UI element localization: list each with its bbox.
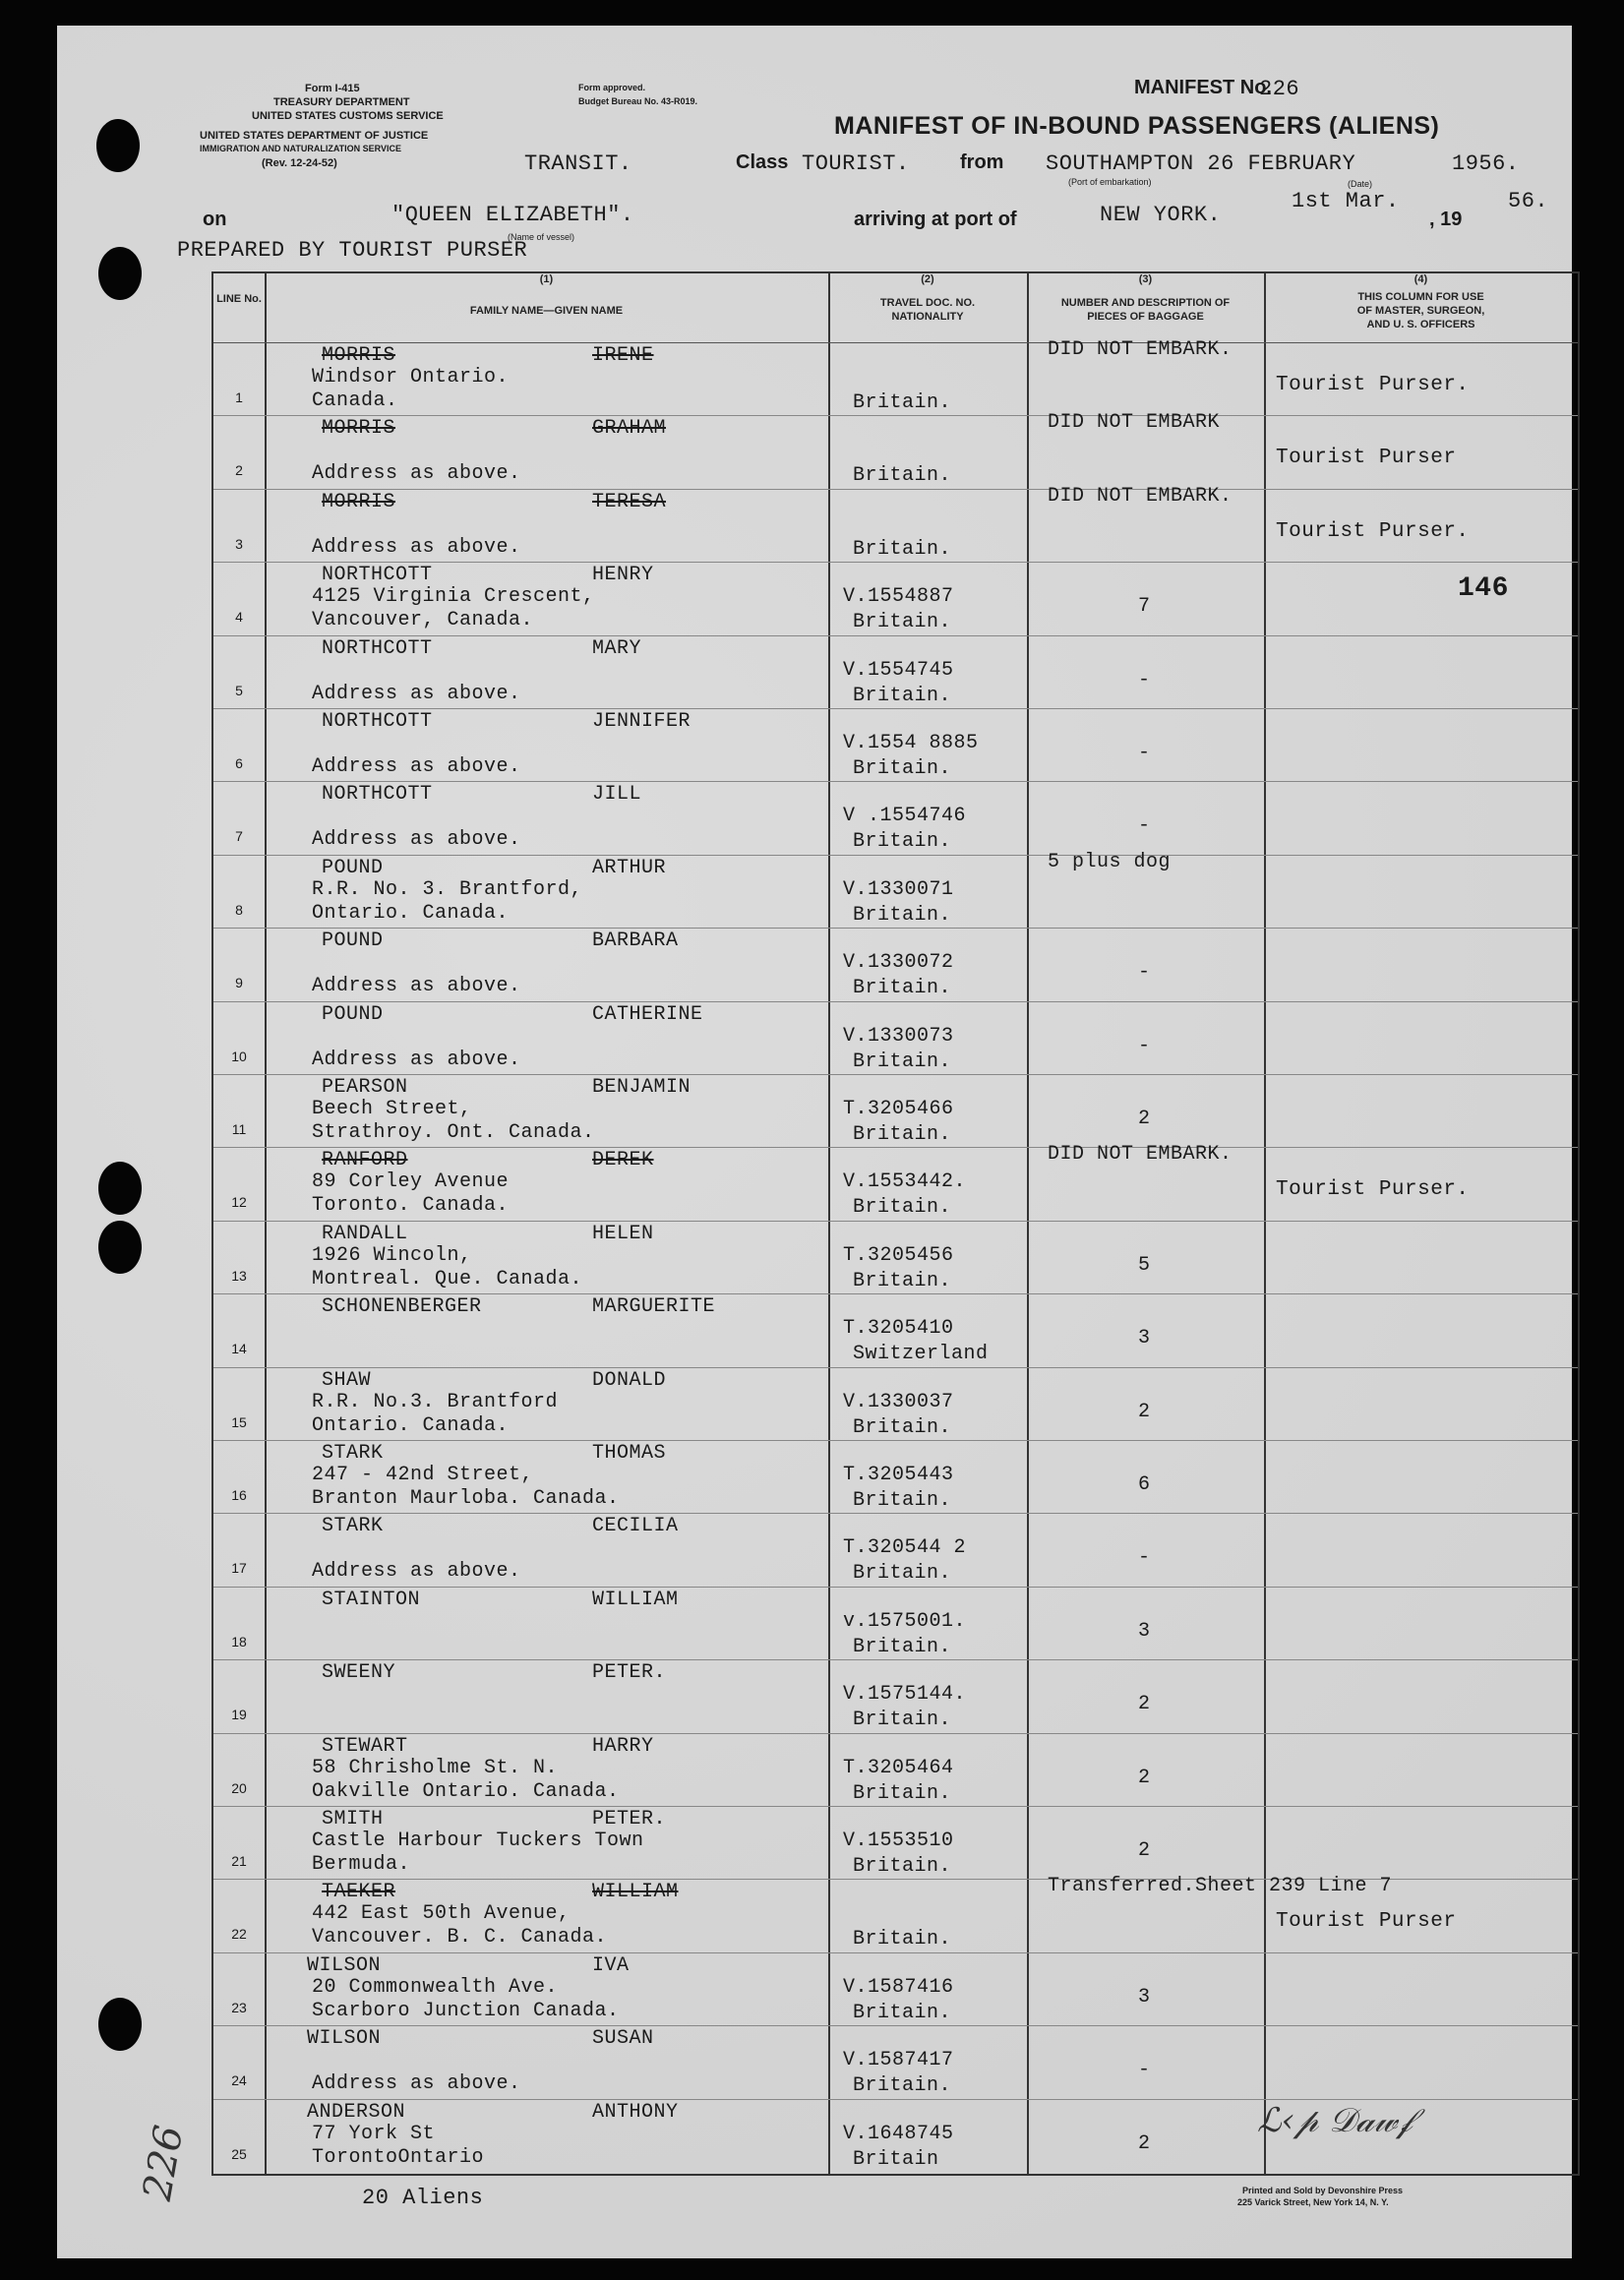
form-number: Form I-415 [305, 83, 360, 94]
travel-doc-no: V.1648745 [843, 2122, 954, 2145]
family-name: NORTHCOTT [322, 783, 433, 807]
family-name: STEWART [322, 1734, 408, 1758]
address-line-2: Canada. [312, 390, 398, 412]
manifest-page [57, 26, 1572, 2258]
nationality: Britain. [853, 2001, 952, 2024]
vessel-note: (Name of vessel) [508, 232, 575, 242]
address-line-2: Address as above. [312, 828, 521, 852]
travel-doc-no: T.3205443 [843, 1464, 954, 1486]
line-number: 4 [235, 609, 243, 626]
travel-doc-no: T.3205464 [843, 1756, 954, 1779]
nationality: Britain. [853, 1415, 952, 1439]
line-number: 19 [231, 1707, 247, 1723]
nationality: Britain. [853, 1855, 952, 1878]
line-number: 8 [235, 901, 243, 918]
baggage: 2 [1138, 1693, 1151, 1716]
baggage: - [1138, 742, 1151, 764]
col-travel-doc: TRAVEL DOC. NO. [879, 297, 976, 309]
nationality: Britain. [853, 1562, 952, 1586]
ins-service: IMMIGRATION AND NATURALIZATION SERVICE [200, 144, 401, 153]
baggage: 3 [1138, 1327, 1151, 1350]
address-line-1: Castle Harbour Tuckers Town [312, 1830, 644, 1852]
nationality: Britain. [853, 391, 952, 414]
line-number: 10 [231, 1048, 247, 1064]
officer-note: Tourist Purser. [1276, 519, 1470, 543]
treasury-dept: TREASURY DEPARTMENT [273, 96, 410, 108]
baggage: DID NOT EMBARK. [1048, 484, 1233, 508]
row-divider [213, 781, 1578, 782]
family-name: POUND [322, 856, 384, 879]
printer-line2: 225 Varick Street, New York 14, N. Y. [1237, 2197, 1389, 2207]
given-name: PETER. [592, 1808, 667, 1830]
given-name: JENNIFER [592, 710, 692, 733]
row-divider [213, 489, 1578, 490]
travel-doc-no: V.1330071 [843, 877, 954, 901]
given-name: GRAHAM [592, 417, 667, 441]
family-name: RANDALL [322, 1222, 408, 1245]
nationality: Britain. [853, 903, 952, 927]
address-line-2: Address as above. [312, 682, 521, 705]
given-name: WILLIAM [592, 1588, 679, 1611]
travel-doc-no: V.1587417 [843, 2049, 954, 2072]
given-name: CECILIA [592, 1515, 679, 1538]
officer-note: 146 [1458, 573, 1509, 605]
row-divider [213, 1221, 1578, 1222]
revision: (Rev. 12-24-52) [262, 157, 337, 169]
travel-doc-no: V.1553510 [843, 1830, 954, 1852]
address-line-1: 442 East 50th Avenue, [312, 1902, 571, 1926]
from-year: 1956. [1452, 151, 1520, 176]
line-number: 5 [235, 682, 243, 698]
address-line-2: Toronto. Canada. [312, 1194, 510, 1218]
given-name: HENRY [592, 564, 654, 587]
nationality: Britain [853, 2147, 939, 2171]
address-line-1: 20 Commonwealth Ave. [312, 1975, 559, 1999]
row-divider [213, 708, 1578, 709]
family-name: STARK [322, 1515, 384, 1538]
travel-doc-no: V.1554887 [843, 585, 954, 609]
col1-num: (1) [539, 273, 554, 285]
address-line-1: 58 Chrisholme St. N. [312, 1756, 559, 1779]
date-note: (Date) [1348, 179, 1373, 189]
address-line-2: Address as above. [312, 462, 521, 486]
baggage: 2 [1138, 1766, 1151, 1789]
family-name: SWEENY [322, 1661, 396, 1685]
manifest-title: MANIFEST OF IN-BOUND PASSENGERS (ALIENS) [834, 112, 1440, 140]
travel-doc-no: T.3205410 [843, 1317, 954, 1341]
line-number: 20 [231, 1779, 247, 1796]
col-family-name: FAMILY NAME—GIVEN NAME [469, 305, 624, 317]
officer-note: Tourist Purser [1276, 447, 1457, 470]
travel-doc-no: V.1330037 [843, 1390, 954, 1413]
given-name: SUSAN [592, 2027, 654, 2051]
baggage: - [1138, 1546, 1151, 1570]
address-line-1: 1926 Wincoln, [312, 1243, 472, 1267]
baggage: DID NOT EMBARK. [1048, 338, 1233, 361]
line-number: 16 [231, 1487, 247, 1503]
line-number: 13 [231, 1267, 247, 1284]
row-divider [213, 1440, 1578, 1441]
row-divider [213, 2025, 1578, 2026]
nationality: Britain. [853, 684, 952, 707]
baggage: DID NOT EMBARK [1048, 411, 1221, 435]
prepared-by: PREPARED BY TOURIST PURSER [177, 238, 528, 263]
row-divider [213, 2099, 1578, 2100]
nationality: Switzerland [853, 1343, 989, 1366]
col4-num: (4) [1413, 273, 1428, 285]
baggage: 7 [1138, 595, 1151, 619]
family-name: MORRIS [322, 490, 396, 513]
baggage: 3 [1138, 1619, 1151, 1643]
from-value: SOUTHAMPTON 26 FEBRUARY [1046, 151, 1356, 176]
family-name: POUND [322, 930, 384, 953]
family-name: STARK [322, 1442, 384, 1465]
line-number: 24 [231, 2072, 247, 2089]
family-name: SMITH [322, 1808, 384, 1830]
punch-hole [98, 1221, 142, 1274]
nationality: Britain. [853, 1709, 952, 1732]
given-name: MARGUERITE [592, 1295, 716, 1319]
officer-note: Tourist Purser [1276, 1910, 1457, 1934]
address-line-1: Windsor Ontario. [312, 366, 510, 389]
col-nationality: NATIONALITY [891, 311, 964, 323]
aliens-total: 20 Aliens [362, 2186, 484, 2210]
nationality: Britain. [853, 757, 952, 780]
line-number: 18 [231, 1633, 247, 1650]
baggage: DID NOT EMBARK. [1048, 1143, 1233, 1167]
punch-hole [98, 1162, 142, 1215]
family-name: SHAW [322, 1368, 372, 1392]
margin-note: 226 [134, 2122, 193, 2204]
col-officers-a: THIS COLUMN FOR USE [1357, 291, 1484, 303]
given-name: THOMAS [592, 1442, 667, 1465]
address-line-1: 4125 Virginia Crescent, [312, 585, 595, 609]
given-name: DONALD [592, 1368, 667, 1392]
address-line-2: Address as above. [312, 755, 521, 778]
given-name: WILLIAM [592, 1881, 679, 1904]
col3-num: (3) [1138, 273, 1153, 285]
nationality: Britain. [853, 977, 952, 1000]
line-number: 7 [235, 828, 243, 845]
arriving-label: arriving at port of [854, 209, 1017, 230]
nationality: Britain. [853, 611, 952, 634]
nationality: Britain. [853, 1781, 952, 1805]
address-line-2: Scarboro Junction Canada. [312, 1999, 620, 2022]
given-name: ANTHONY [592, 2100, 679, 2124]
row-divider [213, 1367, 1578, 1368]
address-line-1: R.R. No.3. Brantford [312, 1390, 559, 1413]
line-number: 12 [231, 1194, 247, 1211]
baggage: 5 [1138, 1253, 1151, 1277]
nationality: Britain. [853, 464, 952, 488]
family-name: RANFORD [322, 1149, 408, 1172]
nationality: Britain. [853, 1635, 952, 1658]
address-line-2: Address as above. [312, 1048, 521, 1071]
travel-doc-no: V.1330072 [843, 951, 954, 975]
travel-doc-no: V .1554746 [843, 805, 967, 828]
travel-doc-no: V.1330073 [843, 1024, 954, 1048]
baggage: 6 [1138, 1473, 1151, 1496]
customs-service: UNITED STATES CUSTOMS SERVICE [252, 110, 444, 122]
nationality: Britain. [853, 537, 952, 561]
col-baggage-a: NUMBER AND DESCRIPTION OF [1060, 297, 1231, 309]
budget-bureau: Budget Bureau No. 43-R019. [578, 96, 698, 106]
line-number: 11 [231, 1121, 247, 1137]
family-name: SCHONENBERGER [322, 1295, 482, 1319]
line-number: 9 [235, 975, 243, 991]
family-name: NORTHCOTT [322, 710, 433, 733]
vessel-name: "QUEEN ELIZABETH". [391, 203, 634, 227]
address-line-2: Address as above. [312, 1560, 521, 1584]
port-embark-note: (Port of embarkation) [1068, 177, 1152, 187]
nationality: Britain. [853, 1928, 952, 1951]
row-divider [213, 1733, 1578, 1734]
address-line-2: Strathroy. Ont. Canada. [312, 1121, 595, 1144]
given-name: MARY [592, 636, 642, 660]
baggage: - [1138, 2059, 1151, 2082]
travel-doc-no: T.3205466 [843, 1098, 954, 1120]
travel-doc-no: V.1587416 [843, 1975, 954, 1999]
given-name: IRENE [592, 344, 654, 367]
address-line-1: 89 Corley Avenue [312, 1170, 510, 1194]
nationality: Britain. [853, 1489, 952, 1512]
baggage: 2 [1138, 2131, 1151, 2155]
transit-value: TRANSIT. [524, 151, 632, 176]
col2-num: (2) [921, 273, 934, 285]
manifest-number: 226 [1259, 77, 1300, 101]
row-divider [213, 1147, 1578, 1148]
address-line-1: 77 York St [312, 2122, 436, 2145]
row-divider [213, 1952, 1578, 1953]
address-line-2: Branton Maurloba. Canada. [312, 1487, 620, 1510]
line-number: 14 [231, 1341, 247, 1357]
nationality: Britain. [853, 830, 952, 854]
address-line-2: Bermuda. [312, 1853, 411, 1876]
address-line-2: Vancouver. B. C. Canada. [312, 1926, 608, 1950]
row-divider [213, 635, 1578, 636]
year-prefix: , 19 [1429, 209, 1463, 230]
address-line-2: Address as above. [312, 535, 521, 559]
travel-doc-no: T.3205456 [843, 1243, 954, 1267]
row-divider [213, 1659, 1578, 1660]
given-name: ARTHUR [592, 856, 667, 879]
address-line-2: TorontoOntario [312, 2145, 485, 2169]
address-line-2: Oakville Ontario. Canada. [312, 1779, 620, 1803]
punch-hole [98, 247, 142, 300]
family-name: NORTHCOTT [322, 564, 433, 587]
travel-doc-no: V.1554 8885 [843, 732, 979, 754]
manifest-table [211, 271, 1580, 2176]
given-name: PETER. [592, 1661, 667, 1685]
on-label: on [203, 209, 227, 230]
travel-doc-no: V.1575144. [843, 1683, 967, 1707]
col-line-no: LINE No. [216, 293, 262, 305]
arriving-port: NEW YORK. [1100, 203, 1222, 227]
given-name: IVA [592, 1953, 630, 1977]
family-name: ANDERSON [307, 2100, 406, 2124]
address-line-2: Address as above. [312, 975, 521, 998]
punch-hole [96, 119, 140, 172]
baggage: - [1138, 668, 1151, 691]
col-baggage-b: PIECES OF BAGGAGE [1087, 311, 1204, 323]
line-number: 21 [231, 1853, 247, 1869]
given-name: JILL [592, 783, 642, 807]
line-number: 2 [235, 462, 243, 479]
family-name: WILSON [307, 1953, 382, 1977]
nationality: Britain. [853, 2074, 952, 2098]
row-divider [213, 1001, 1578, 1002]
address-line-2: Montreal. Que. Canada. [312, 1267, 583, 1290]
row-divider [213, 1293, 1578, 1294]
baggage: 5 plus dog [1048, 850, 1172, 873]
nationality: Britain. [853, 1269, 952, 1292]
row-divider [213, 1806, 1578, 1807]
baggage: - [1138, 1034, 1151, 1057]
row-divider [213, 1513, 1578, 1514]
row-divider [213, 855, 1578, 856]
justice-dept: UNITED STATES DEPARTMENT OF JUSTICE [200, 130, 429, 142]
col-officers-c: AND U. S. OFFICERS [1366, 319, 1475, 330]
line-number: 1 [235, 390, 243, 405]
address-line-1: 247 - 42nd Street, [312, 1464, 534, 1486]
address-line-2: Vancouver, Canada. [312, 609, 534, 632]
row-divider [213, 562, 1578, 563]
nationality: Britain. [853, 1050, 952, 1073]
line-number: 22 [231, 1926, 247, 1943]
date-year: 56. [1508, 189, 1549, 213]
class-label: Class [736, 151, 789, 173]
family-name: WILSON [307, 2027, 382, 2051]
family-name: NORTHCOTT [322, 636, 433, 660]
address-line-2: Ontario. Canada. [312, 901, 510, 925]
from-label: from [960, 151, 1004, 173]
form-approved: Form approved. [578, 83, 646, 92]
family-name: POUND [322, 1002, 384, 1026]
given-name: TERESA [592, 490, 667, 513]
officer-note: Tourist Purser. [1276, 1178, 1470, 1202]
family-name: TAEKER [322, 1881, 396, 1904]
given-name: CATHERINE [592, 1002, 703, 1026]
line-number: 15 [231, 1413, 247, 1430]
officer-signature: ℒ‹𝓅 𝒟𝒶𝓌𝒻 [1257, 2101, 1413, 2140]
given-name: BARBARA [592, 930, 679, 953]
family-name: PEARSON [322, 1076, 408, 1099]
line-number: 17 [231, 1560, 247, 1577]
baggage: 2 [1138, 1108, 1151, 1130]
line-number: 25 [231, 2145, 247, 2162]
address-line-1: R.R. No. 3. Brantford, [312, 877, 583, 901]
given-name: BENJAMIN [592, 1076, 692, 1099]
manifest-label: MANIFEST No. [1134, 77, 1272, 98]
baggage: - [1138, 814, 1151, 838]
nationality: Britain. [853, 1123, 952, 1146]
line-number: 3 [235, 535, 243, 552]
baggage: 3 [1138, 1985, 1151, 2009]
date-value: 1st Mar. [1292, 189, 1400, 213]
line-number: 23 [231, 1999, 247, 2015]
given-name: HELEN [592, 1222, 654, 1245]
family-name: MORRIS [322, 417, 396, 441]
officer-note: Tourist Purser. [1276, 374, 1470, 396]
given-name: DEREK [592, 1149, 654, 1172]
baggage: 2 [1138, 1400, 1151, 1423]
baggage: - [1138, 961, 1151, 985]
family-name: MORRIS [322, 344, 396, 367]
baggage: 2 [1138, 1839, 1151, 1862]
family-name: STAINTON [322, 1588, 421, 1611]
row-divider [213, 1587, 1578, 1588]
row-divider [213, 415, 1578, 416]
col-officers-b: OF MASTER, SURGEON, [1356, 305, 1485, 317]
address-line-2: Ontario. Canada. [312, 1413, 510, 1437]
travel-doc-no: T.320544 2 [843, 1536, 967, 1560]
baggage: Transferred.Sheet 239 Line 7 [1048, 1875, 1393, 1898]
nationality: Britain. [853, 1196, 952, 1220]
travel-doc-no: V.1554745 [843, 658, 954, 682]
given-name: HARRY [592, 1734, 654, 1758]
row-divider [213, 928, 1578, 929]
printer-line1: Printed and Sold by Devonshire Press [1242, 2186, 1404, 2195]
class-value: TOURIST. [802, 151, 910, 176]
address-line-2: Address as above. [312, 2072, 521, 2096]
punch-hole [98, 1998, 142, 2051]
line-number: 6 [235, 755, 243, 771]
row-divider [213, 1074, 1578, 1075]
address-line-1: Beech Street, [312, 1098, 472, 1120]
travel-doc-no: v.1575001. [843, 1609, 967, 1633]
travel-doc-no: V.1553442. [843, 1170, 967, 1194]
